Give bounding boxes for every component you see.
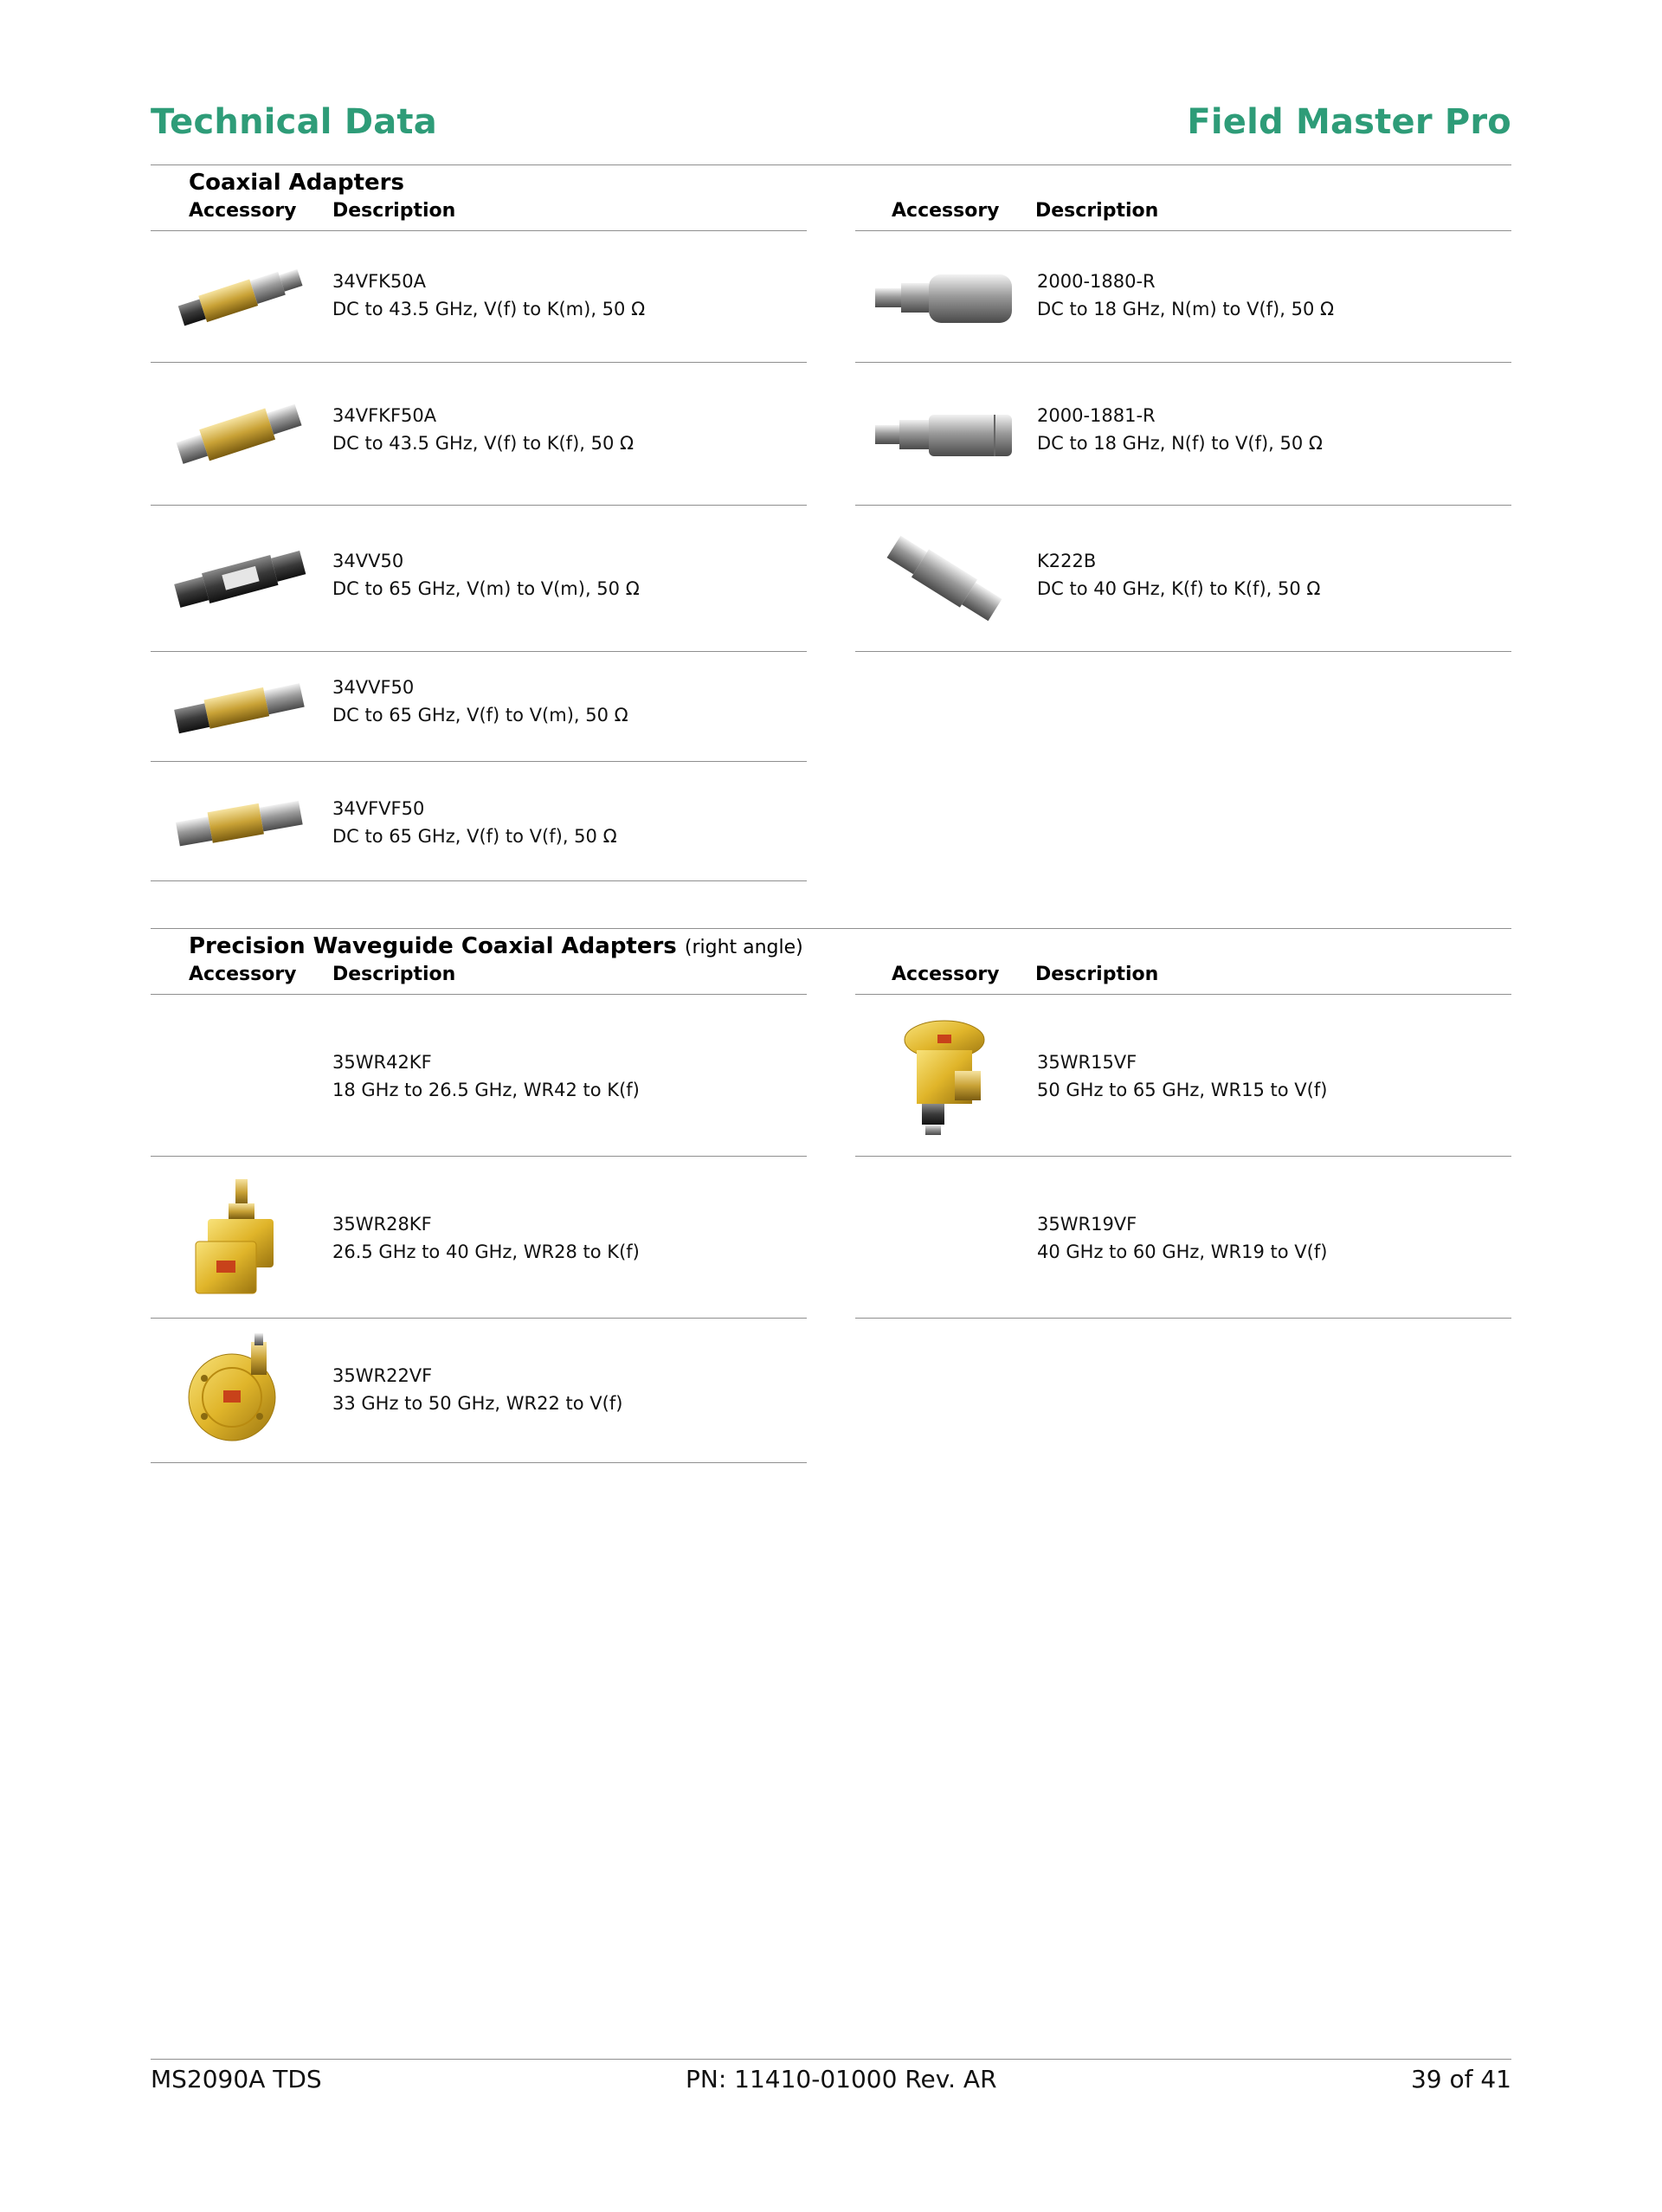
list-item: [855, 995, 1511, 1157]
footer-page-number: 39 of 41: [1410, 2065, 1511, 2093]
product-title: Field Master Pro: [1187, 102, 1511, 142]
waveguide-round-flange-icon: [158, 1319, 322, 1462]
col-header-description: Description: [1035, 964, 1159, 985]
accessory-description: DC to 43.5 GHz, V(f) to K(f), 50 Ω: [332, 433, 635, 454]
section-rule: [151, 928, 1511, 929]
col-header-accessory: Accessory: [892, 964, 1000, 985]
n-type-female-adapter-icon: [862, 363, 1027, 505]
list-item: [151, 995, 807, 1157]
accessory-model: 34VFK50A: [332, 271, 427, 292]
list-item: [151, 363, 807, 506]
coaxial-left-list: [151, 230, 807, 881]
col-header-accessory: Accessory: [189, 200, 297, 222]
k-barrel-adapter-icon: [862, 506, 1027, 651]
waveguide-rect-adapter-icon: [158, 1157, 322, 1318]
page-title: Technical Data: [151, 102, 437, 142]
list-item: [151, 762, 807, 881]
section-title-waveguide: [189, 933, 803, 959]
accessory-model: K222B: [1037, 551, 1097, 571]
footer-part-number: PN: 11410-01000 Rev. AR: [686, 2065, 997, 2093]
accessory-description: 33 GHz to 50 GHz, WR22 to V(f): [332, 1393, 623, 1414]
accessory-model: 35WR19VF: [1037, 1214, 1137, 1235]
waveguide-right-list: [855, 994, 1511, 1319]
accessory-model: 34VV50: [332, 551, 404, 571]
accessory-model: 35WR22VF: [332, 1365, 433, 1386]
accessory-description: 50 GHz to 65 GHz, WR15 to V(f): [1037, 1080, 1328, 1100]
col-header-accessory: Accessory: [892, 200, 1000, 222]
header-rule: [151, 164, 1511, 165]
accessory-model: 2000-1881-R: [1037, 405, 1156, 426]
accessory-model: 35WR28KF: [332, 1214, 432, 1235]
accessory-description: DC to 65 GHz, V(m) to V(m), 50 Ω: [332, 578, 640, 599]
accessory-description: DC to 43.5 GHz, V(f) to K(m), 50 Ω: [332, 299, 646, 319]
list-item: [151, 506, 807, 652]
accessory-model: 2000-1880-R: [1037, 271, 1156, 292]
accessory-description: DC to 18 GHz, N(f) to V(f), 50 Ω: [1037, 433, 1323, 454]
accessory-model: 34VVF50: [332, 677, 415, 698]
section-subtitle: (right angle): [684, 937, 803, 958]
footer-rule: [151, 2059, 1511, 2060]
list-item: [855, 363, 1511, 506]
coax-adapter-icon: [158, 762, 322, 880]
accessory-description: 26.5 GHz to 40 GHz, WR28 to K(f): [332, 1241, 640, 1262]
list-item: [855, 231, 1511, 363]
accessory-model: 34VFKF50A: [332, 405, 437, 426]
list-item: [151, 652, 807, 762]
list-item: [151, 1319, 807, 1463]
col-header-description: Description: [332, 964, 456, 985]
col-header-description: Description: [332, 200, 456, 222]
section-title-coaxial: Coaxial Adapters: [189, 170, 404, 196]
coax-adapter-icon: [158, 652, 322, 761]
list-item: [855, 506, 1511, 652]
list-item: [151, 1157, 807, 1319]
coax-adapter-icon: [158, 231, 322, 362]
section-title-text: Precision Waveguide Coaxial Adapters: [189, 933, 677, 959]
accessory-description: DC to 65 GHz, V(f) to V(m), 50 Ω: [332, 705, 628, 726]
accessory-description: 18 GHz to 26.5 GHz, WR42 to K(f): [332, 1080, 640, 1100]
list-item: [855, 1157, 1511, 1319]
waveguide-left-list: [151, 994, 807, 1463]
coax-adapter-icon: [158, 506, 322, 651]
col-header-description: Description: [1035, 200, 1159, 222]
coaxial-right-list: [855, 230, 1511, 652]
accessory-description: DC to 65 GHz, V(f) to V(f), 50 Ω: [332, 826, 617, 847]
accessory-description: 40 GHz to 60 GHz, WR19 to V(f): [1037, 1241, 1328, 1262]
accessory-model: 35WR15VF: [1037, 1052, 1137, 1073]
list-item: [151, 231, 807, 363]
n-type-adapter-icon: [862, 231, 1027, 362]
accessory-description: DC to 40 GHz, K(f) to K(f), 50 Ω: [1037, 578, 1321, 599]
coax-adapter-icon: [158, 363, 322, 505]
footer-doc-name: MS2090A TDS: [151, 2065, 322, 2093]
accessory-model: 35WR42KF: [332, 1052, 432, 1073]
waveguide-square-adapter-icon: [862, 995, 1027, 1156]
col-header-accessory: Accessory: [189, 964, 297, 985]
accessory-model: 34VFVF50: [332, 798, 425, 819]
accessory-description: DC to 18 GHz, N(m) to V(f), 50 Ω: [1037, 299, 1335, 319]
